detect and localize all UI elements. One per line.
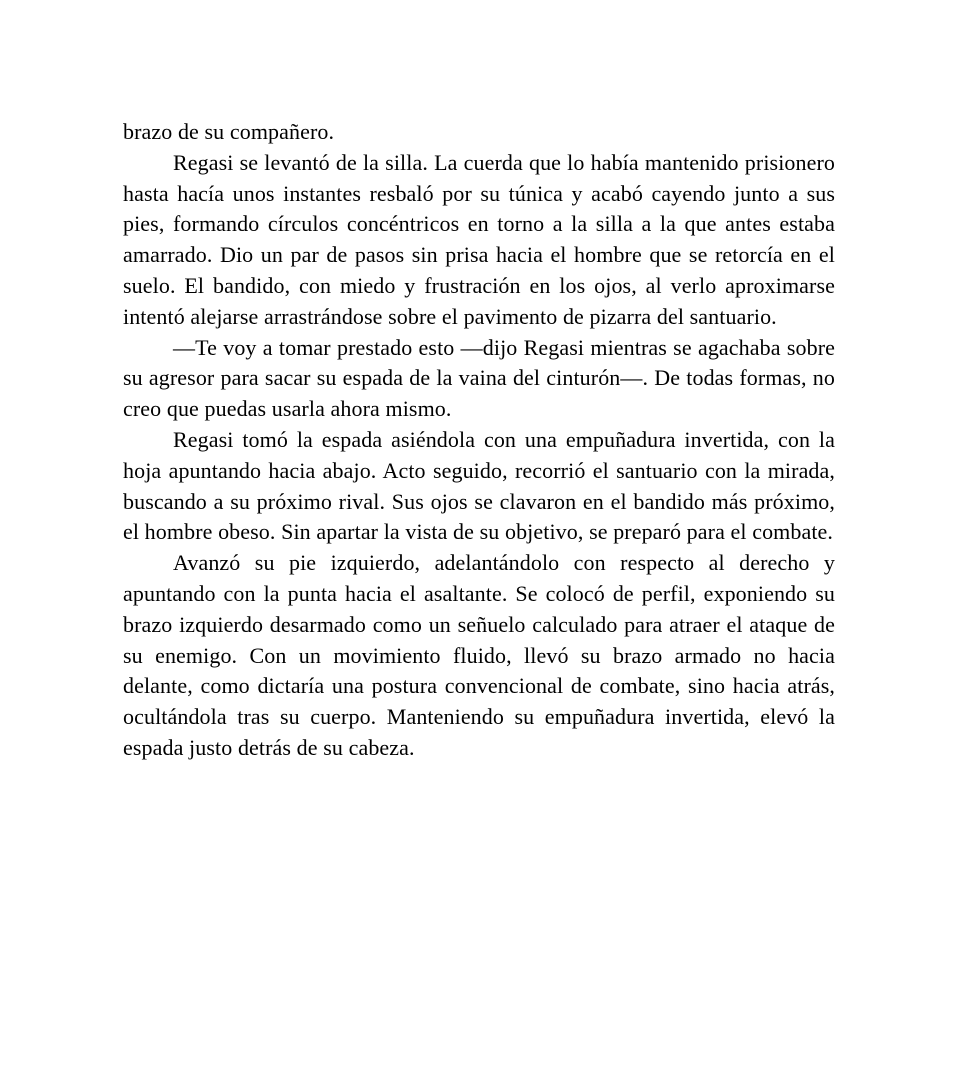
- paragraph: Regasi se levantó de la silla. La cuerda que lo había mantenido prisionero hasta hacía unos instantes resbaló por su túnica y acabó cayendo junto a sus pies, formando círculos concéntricos en torno a la silla a la que antes estaba amarrado. Dio un par de pasos sin prisa hacia el hombre que se retorcía en el suelo. El bandido, con miedo y frustración en los ojos, al verlo aproximarse intentó alejarse arrastrándose sobre el pavimento de pizarra del santuario.: [123, 149, 835, 329]
- paragraph: Avanzó su pie izquierdo, adelantándolo con respecto al derecho y apuntando con la punta hacia el asaltante. Se colocó de perfil, exponiendo su brazo izquierdo desarmado como un señuelo calculado para atraer el ataque de su enemigo. Con un movimiento fluido, llevó su brazo armado no hacia delante, como dictaría una postura convencional de combate, sino hacia atrás, ocultándola tras su cuerpo. Manteniendo su empuñadura invertida, elevó la espada justo detrás de su cabeza.: [123, 550, 835, 760]
- paragraph-continuation: brazo de su compañero.: [123, 119, 335, 144]
- page-text-block: [123, 117, 835, 764]
- paragraph: —Te voy a tomar prestado esto —dijo Regasi mientras se agachaba sobre su agresor para sacar su espada de la vaina del cinturón—. De todas formas, no creo que puedas usarla ahora mismo.: [123, 334, 835, 422]
- paragraph: Regasi tomó la espada asiéndola con una empuñadura invertida, con la hoja apuntando hacia abajo. Acto seguido, recorrió el santuario con la mirada, buscando a su próximo rival. Sus ojos se clavaron en el bandido más próximo, el hombre obeso. Sin apartar la vista de su objetivo, se preparó para el combate.: [123, 426, 835, 545]
